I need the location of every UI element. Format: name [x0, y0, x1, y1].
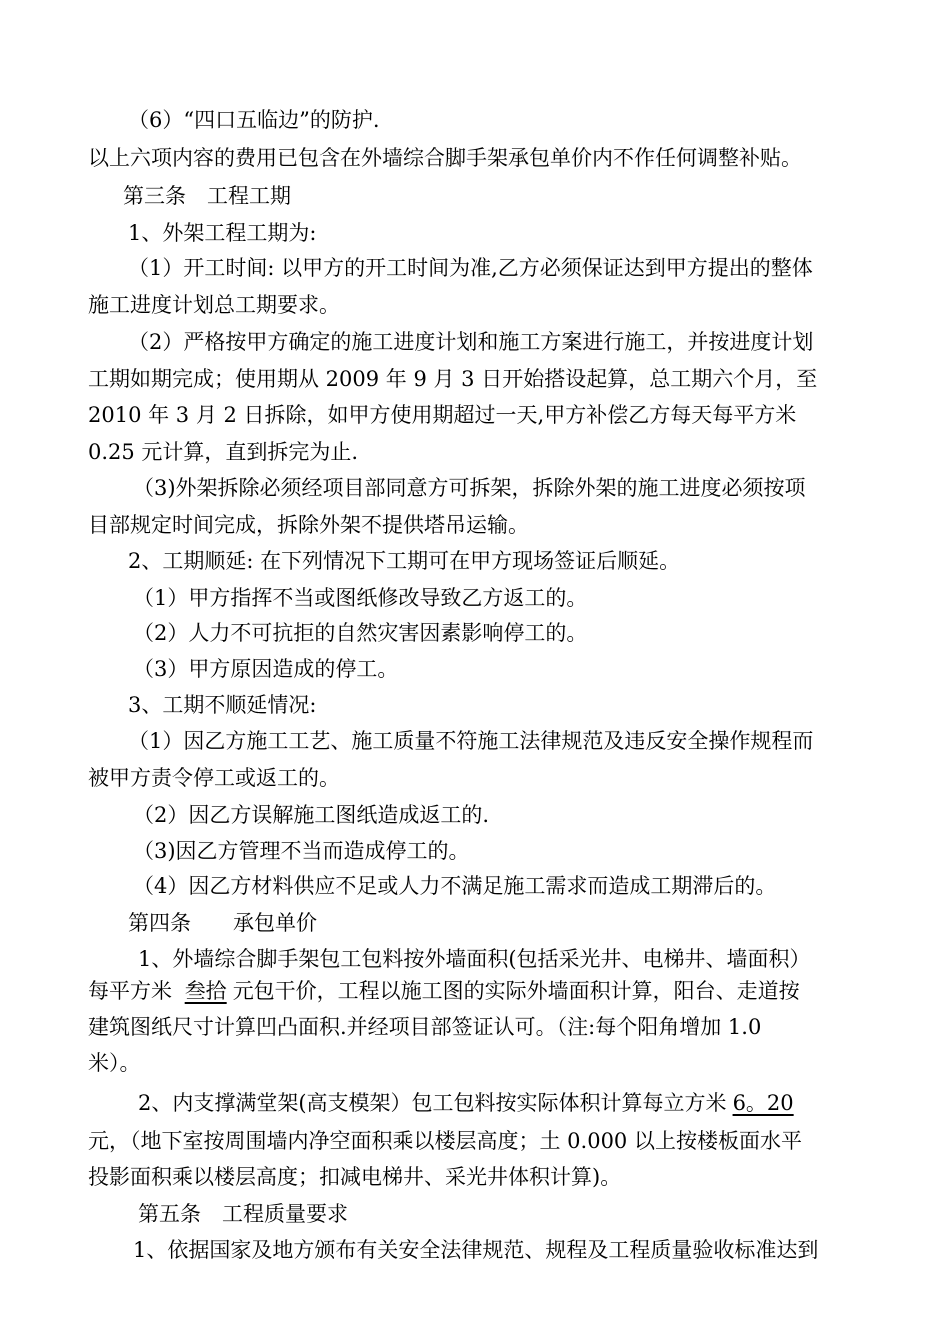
paragraph-line: 被甲方责令停工或返工的。 [88, 766, 340, 790]
section-heading: 第五条 工程质量要求 [138, 1202, 348, 1226]
paragraph-line: 1、依据国家及地方颁布有关安全法律规范、规程及工程质量验收标准达到 [133, 1238, 819, 1262]
paragraph-line [138, 1086, 950, 1120]
paragraph-line: （2）因乙方误解施工图纸造成返工的. [133, 803, 490, 827]
paragraph-line: （3)外架拆除必须经项目部同意方可拆架，拆除外架的施工进度必须按项 [133, 476, 806, 500]
line-text: 2、内支撑满堂架(高支模架）包工包料按实际体积计算每立方米 [138, 1091, 727, 1115]
paragraph-line: 米）。 [88, 1051, 141, 1075]
paragraph-line: 以上六项内容的费用已包含在外墙综合脚手架承包单价内不作任何调整补贴。 [88, 146, 802, 170]
section-heading: 第四条 承包单价 [128, 911, 317, 935]
paragraph-line [88, 974, 950, 1008]
paragraph-line: 目部规定时间完成，拆除外架不提供塔吊运输。 [88, 513, 529, 537]
paragraph-line: 元，（地下室按周围墙内净空面积乘以楼层高度；土 0.000 以上按楼板面水平 [88, 1129, 802, 1153]
paragraph-line: 1、外墙综合脚手架包工包料按外墙面积(包括采光井、电梯井、墙面积） [138, 947, 811, 971]
paragraph-line: （2）严格按甲方确定的施工进度计划和施工方案进行施工，并按进度计划 [128, 330, 814, 354]
paragraph-line: 工期如期完成；使用期从 2009 年 9 月 3 日开始搭设起算，总工期六个月，至 [88, 367, 818, 391]
paragraph-line: 投影面积乘以楼层高度；扣减电梯井、采光井体积计算)。 [88, 1165, 622, 1189]
underlined-amount: 叁拾 [184, 979, 227, 1003]
underlined-amount: 6。20 [732, 1091, 794, 1115]
paragraph-line: （1）甲方指挥不当或图纸修改导致乙方返工的。 [133, 586, 588, 610]
paragraph-line: （1）开工时间: 以甲方的开工时间为准,乙方必须保证达到甲方提出的整体 [128, 256, 813, 280]
paragraph-line: 建筑图纸尺寸计算凹凸面积.并经项目部签证认可。（注:每个阳角增加 1.0 [88, 1015, 762, 1039]
paragraph-line: 施工进度计划总工期要求。 [88, 293, 340, 317]
paragraph-line: （4）因乙方材料供应不足或人力不满足施工需求而造成工期滞后的。 [133, 874, 777, 898]
line-text: 元包干价，工程以施工图的实际外墙面积计算，阳台、走道按 [232, 979, 800, 1003]
section-heading: 第三条 工程工期 [123, 184, 291, 208]
paragraph-line: （6）“四口五临边”的防护. [128, 108, 380, 132]
paragraph-line: 0.25 元计算，直到拆完为止. [88, 440, 359, 464]
paragraph-line: （3）甲方原因造成的停工。 [133, 657, 399, 681]
paragraph-line: （1）因乙方施工工艺、施工质量不符施工法律规范及违反安全操作规程而 [128, 729, 814, 753]
paragraph-line: （2）人力不可抗拒的自然灾害因素影响停工的。 [133, 621, 588, 645]
paragraph-line: （3)因乙方管理不当而造成停工的。 [133, 839, 470, 863]
paragraph-line: 1、外架工程工期为: [128, 221, 317, 245]
paragraph-line: 3、工期不顺延情况: [128, 693, 317, 717]
line-text: 每平方米 [88, 979, 179, 1003]
paragraph-line: 2010 年 3 月 2 日拆除，如甲方使用期超过一天,甲方补偿乙方每天每平方米 [88, 403, 797, 427]
paragraph-line: 2、工期顺延: 在下列情况下工期可在甲方现场签证后顺延。 [128, 549, 681, 573]
